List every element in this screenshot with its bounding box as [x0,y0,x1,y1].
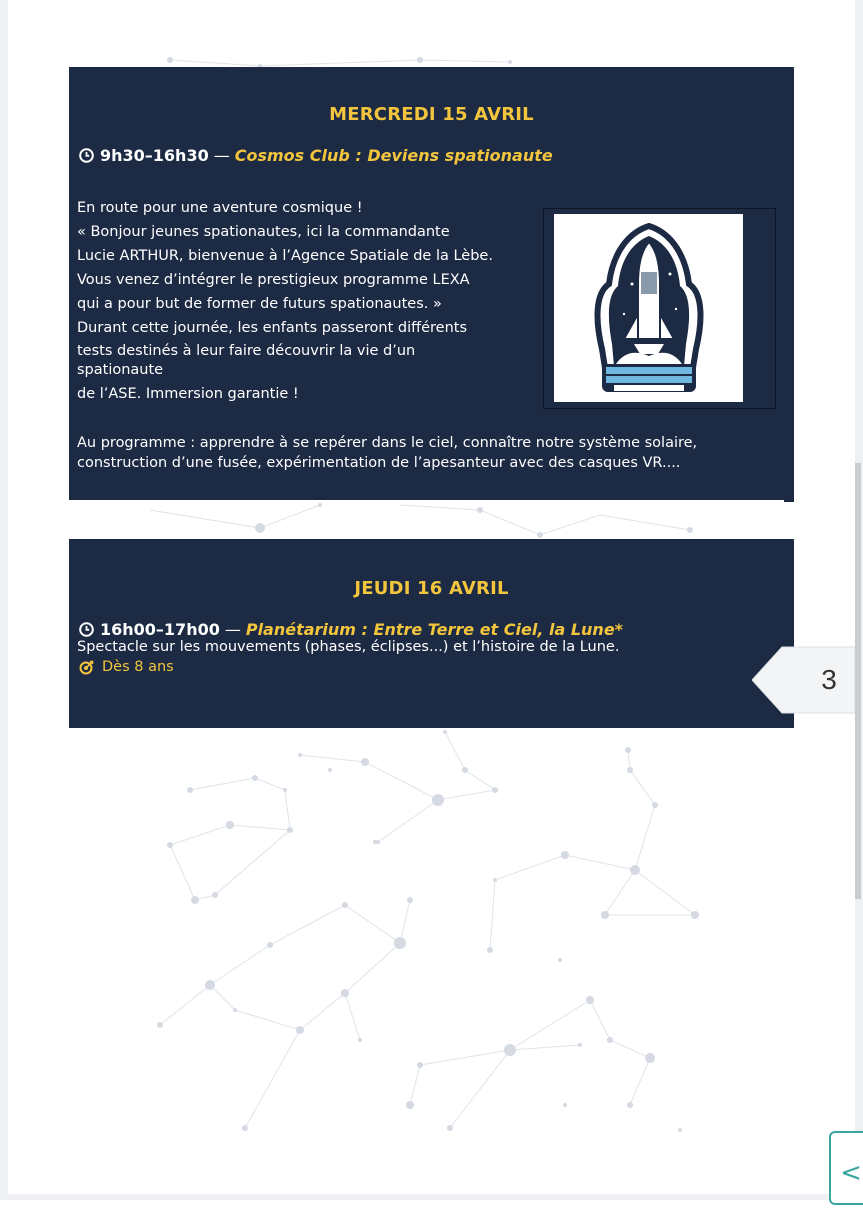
description-line: tests destinés à leur faire découvrir la vie d’un [77,343,416,359]
clock-icon [79,148,94,163]
age-label: Dès 8 ans [102,659,174,675]
description-line: « Bonjour jeunes spationautes, ici la commandante [77,224,450,240]
event-title: Planétarium : Entre Terre et Ciel, la Lune* [245,620,624,639]
session-time: 16h00–17h00 [100,620,220,639]
session-line [79,620,623,639]
card-underline [69,500,784,502]
event-description: Spectacle sur les mouvements (phases, éclipses...) et l’histoire de la Lune. [77,639,620,655]
description-line: spationaute [77,362,164,378]
session-time: 9h30–16h30 [100,146,209,165]
program-text: Au programme : apprendre à se repérer dans le ciel, connaître notre système solaire, construction d’une fusée, expérimentation de l’apesanteur avec des casques VR.... [77,435,698,471]
event-description [77,196,493,406]
description-line: En route pour une aventure cosmique ! [77,200,363,216]
clock-icon [79,622,94,637]
agency-logo-frame [543,208,776,409]
rocket-badge-icon [554,214,743,402]
page-number: 3 [821,664,837,695]
description-line: Durant cette journée, les enfants passeront différents [77,320,468,336]
target-icon [79,660,94,675]
back-button[interactable]: < [829,1131,863,1205]
day-title: MERCREDI 15 AVRIL [329,104,534,125]
session-line [79,146,553,165]
age-requirement [79,659,174,675]
description-line: Lucie ARTHUR, bienvenue à l’Agence Spatiale de la Lèbe. [77,248,493,264]
description-line: Vous venez d’intégrer le prestigieux programme LEXA [77,272,470,288]
day-title: JEUDI 16 AVRIL [354,578,509,599]
agency-logo [554,214,743,402]
event-title: Cosmos Club : Deviens spationaute [234,146,553,165]
separator: — [224,620,241,639]
separator: — [213,146,230,165]
description-line: de l’ASE. Immersion garantie ! [77,386,299,402]
event-card-thursday [69,539,794,728]
page-indicator [752,646,856,714]
event-card-wednesday [69,67,794,502]
scrollbar[interactable] [855,463,861,899]
description-line: qui a pour but de former de futurs spationautes. » [77,296,442,312]
